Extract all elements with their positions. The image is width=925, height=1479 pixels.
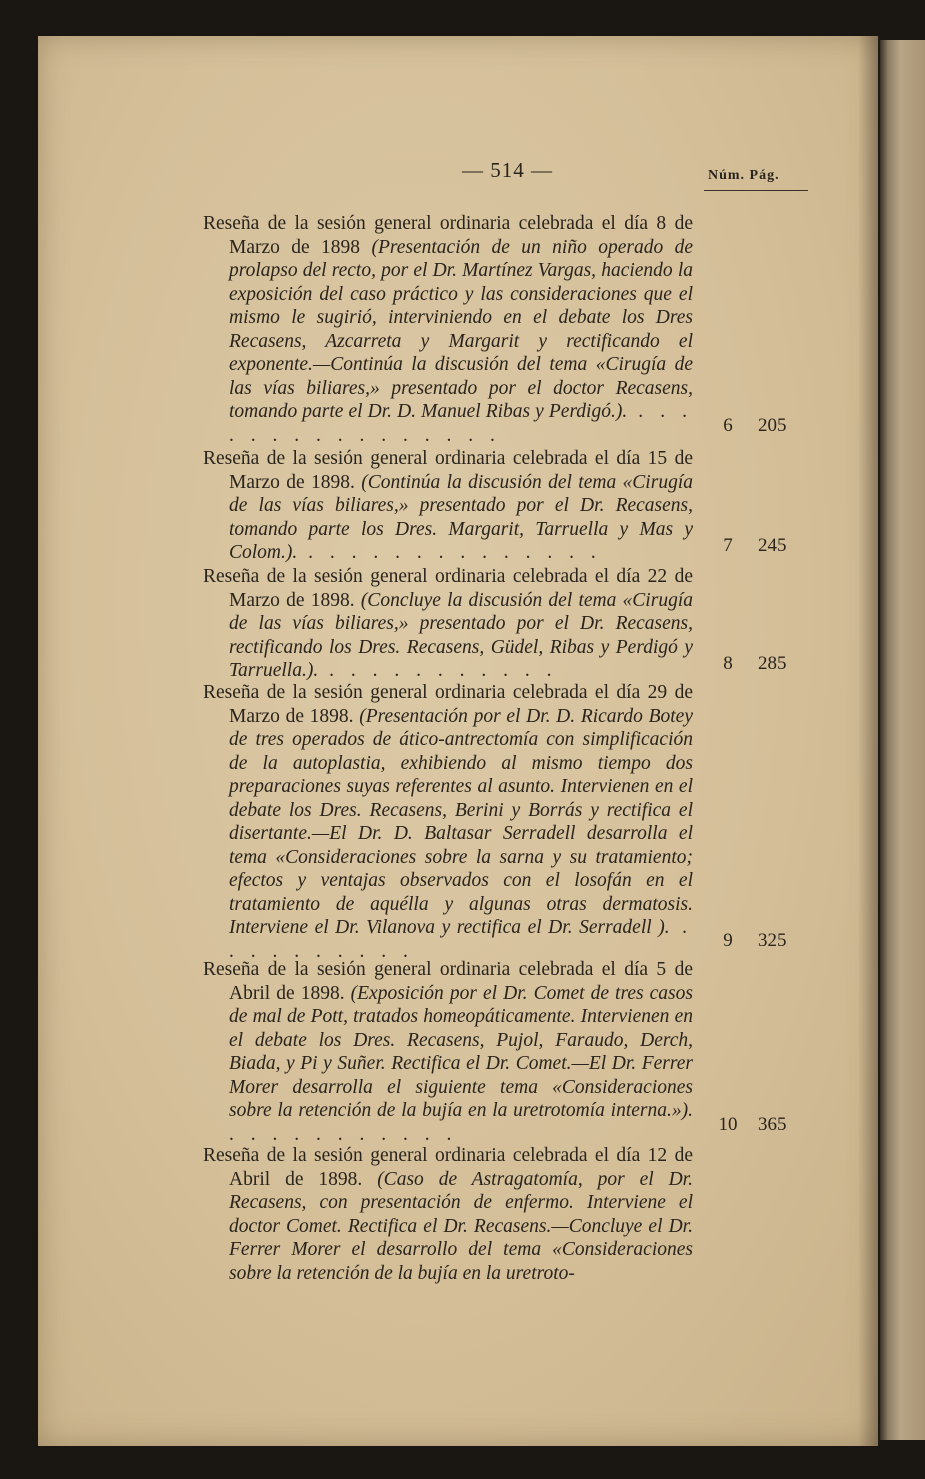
entry-page: 245 (758, 535, 787, 556)
entry-lead: Reseña de la sesión general ordinaria celebrada el día 8 de Marzo de 1898 (203, 213, 693, 258)
column-header-rule (704, 190, 808, 191)
entry-number: 6 (723, 415, 733, 436)
index-entry (203, 958, 693, 1146)
entry-page: 365 (758, 1114, 787, 1135)
column-headers: Núm. Pág. (708, 168, 780, 183)
entry-number: 7 (723, 535, 733, 556)
entry-number: 10 (718, 1114, 738, 1135)
index-entry (203, 447, 693, 565)
entry-text: (Concluye la discusión del tema «Cirugía de las vías biliares,» presentado por el Dr. Recasens, rectificando los Dres. Recasens, Güdel, Ribas y Perdigó y Tarruella.). (229, 589, 693, 681)
entry-text: (Caso de Astragatomía, por el Dr. Recasens, con presentación de enfermo. Interviene el doctor Comet. Rectifica el Dr. Recasens.—Concluye el Dr. Ferrer Morer el desarrollo del tema «Consideraciones sobre la retención de la bujía en la uretroto- (229, 1168, 693, 1284)
entry-page: 205 (758, 415, 787, 436)
index-entry (203, 1144, 693, 1285)
index-entry (203, 565, 693, 683)
leader-dots: . . . . . . . . . . . . . . (297, 542, 602, 563)
entry-lead: Reseña de la sesión general ordinaria celebrada el día 5 de Abril de 1898. (203, 959, 693, 1004)
leader-dots: . . . . . . . . . . (229, 917, 693, 962)
entry-text: (Presentación de un niño operado de prolapso del recto, por el Dr. Martínez Vargas, haciendo la exposición del caso práctico y las consideraciones que el mismo le sugirió, interviniendo en el debate los Dres Recasens, Azcarreta y Margarit y rectificando el exponente.—Continúa la discusión del tema «Cirugía de las vías biliares,» presentado por el doctor Recasens, tomando parte el Dr. D. Manuel Ribas y Perdigó.). (229, 236, 693, 422)
entry-lead: Reseña de la sesión general ordinaria celebrada el día 29 de Marzo de 1898. (203, 682, 693, 727)
leader-dots: . . . . . . . . . . . . . . . . (229, 401, 693, 446)
entry-lead: Reseña de la sesión general ordinaria celebrada el día 15 de Marzo de 1898. (203, 448, 693, 493)
entry-number: 8 (723, 653, 733, 674)
gutter-shadow (858, 36, 880, 1446)
index-entry (203, 681, 693, 963)
entry-lead: Reseña de la sesión general ordinaria celebrada el día 22 de Marzo de 1898. (203, 566, 693, 611)
entry-page: 285 (758, 653, 787, 674)
entry-number: 9 (723, 930, 733, 951)
entry-page: 325 (758, 930, 787, 951)
page-number: — 514 — (462, 158, 553, 182)
adjacent-page-edge (880, 40, 925, 1440)
entry-text: (Exposición por el Dr. Comet de tres casos de mal de Pott, tratados homeopáticamente. Intervienen en el debate los Dres. Recasens, Pujol, Faraudo, Derch, Biada, y Pi y Suñer. Rectifica el Dr. Comet.—El Dr. Ferrer Morer desarrolla el siguiente tema «Consideraciones sobre la retención de la bujía en la uretrotomía interna.»). (229, 982, 693, 1121)
entry-text: (Continúa la discusión del tema «Cirugía de las vías biliares,» presentado por el Dr. Recasens, tomando parte los Dres. Margarit, Tarruella y Mas y Colom.). (229, 471, 693, 563)
index-entry (203, 212, 693, 447)
leader-dots: . . . . . . . . . . . (318, 660, 558, 681)
leader-dots: . . . . . . . . . . . (229, 1123, 458, 1145)
entry-lead: Reseña de la sesión general ordinaria celebrada el día 12 de Abril de 1898. (203, 1145, 693, 1190)
entry-text: (Presentación por el Dr. D. Ricardo Botey de tres operados de ático-antrectomía con simplificación de la autoplastia, exhibiendo al mismo tiempo dos preparaciones suyas referentes al asunto. Intervienen en el debate los Dres. Recasens, Berini y Borrás y rectifica el disertante.—El Dr. D. Baltasar Serradell desarrolla el tema «Consideraciones sobre la sarna y su tratamiento; efectos y ventajas observados con el losofán en el tratamiento de aquélla y algunas otras dermatosis. Interviene el Dr. Vilanova y rectifica el Dr. Serradell ). (229, 705, 693, 938)
